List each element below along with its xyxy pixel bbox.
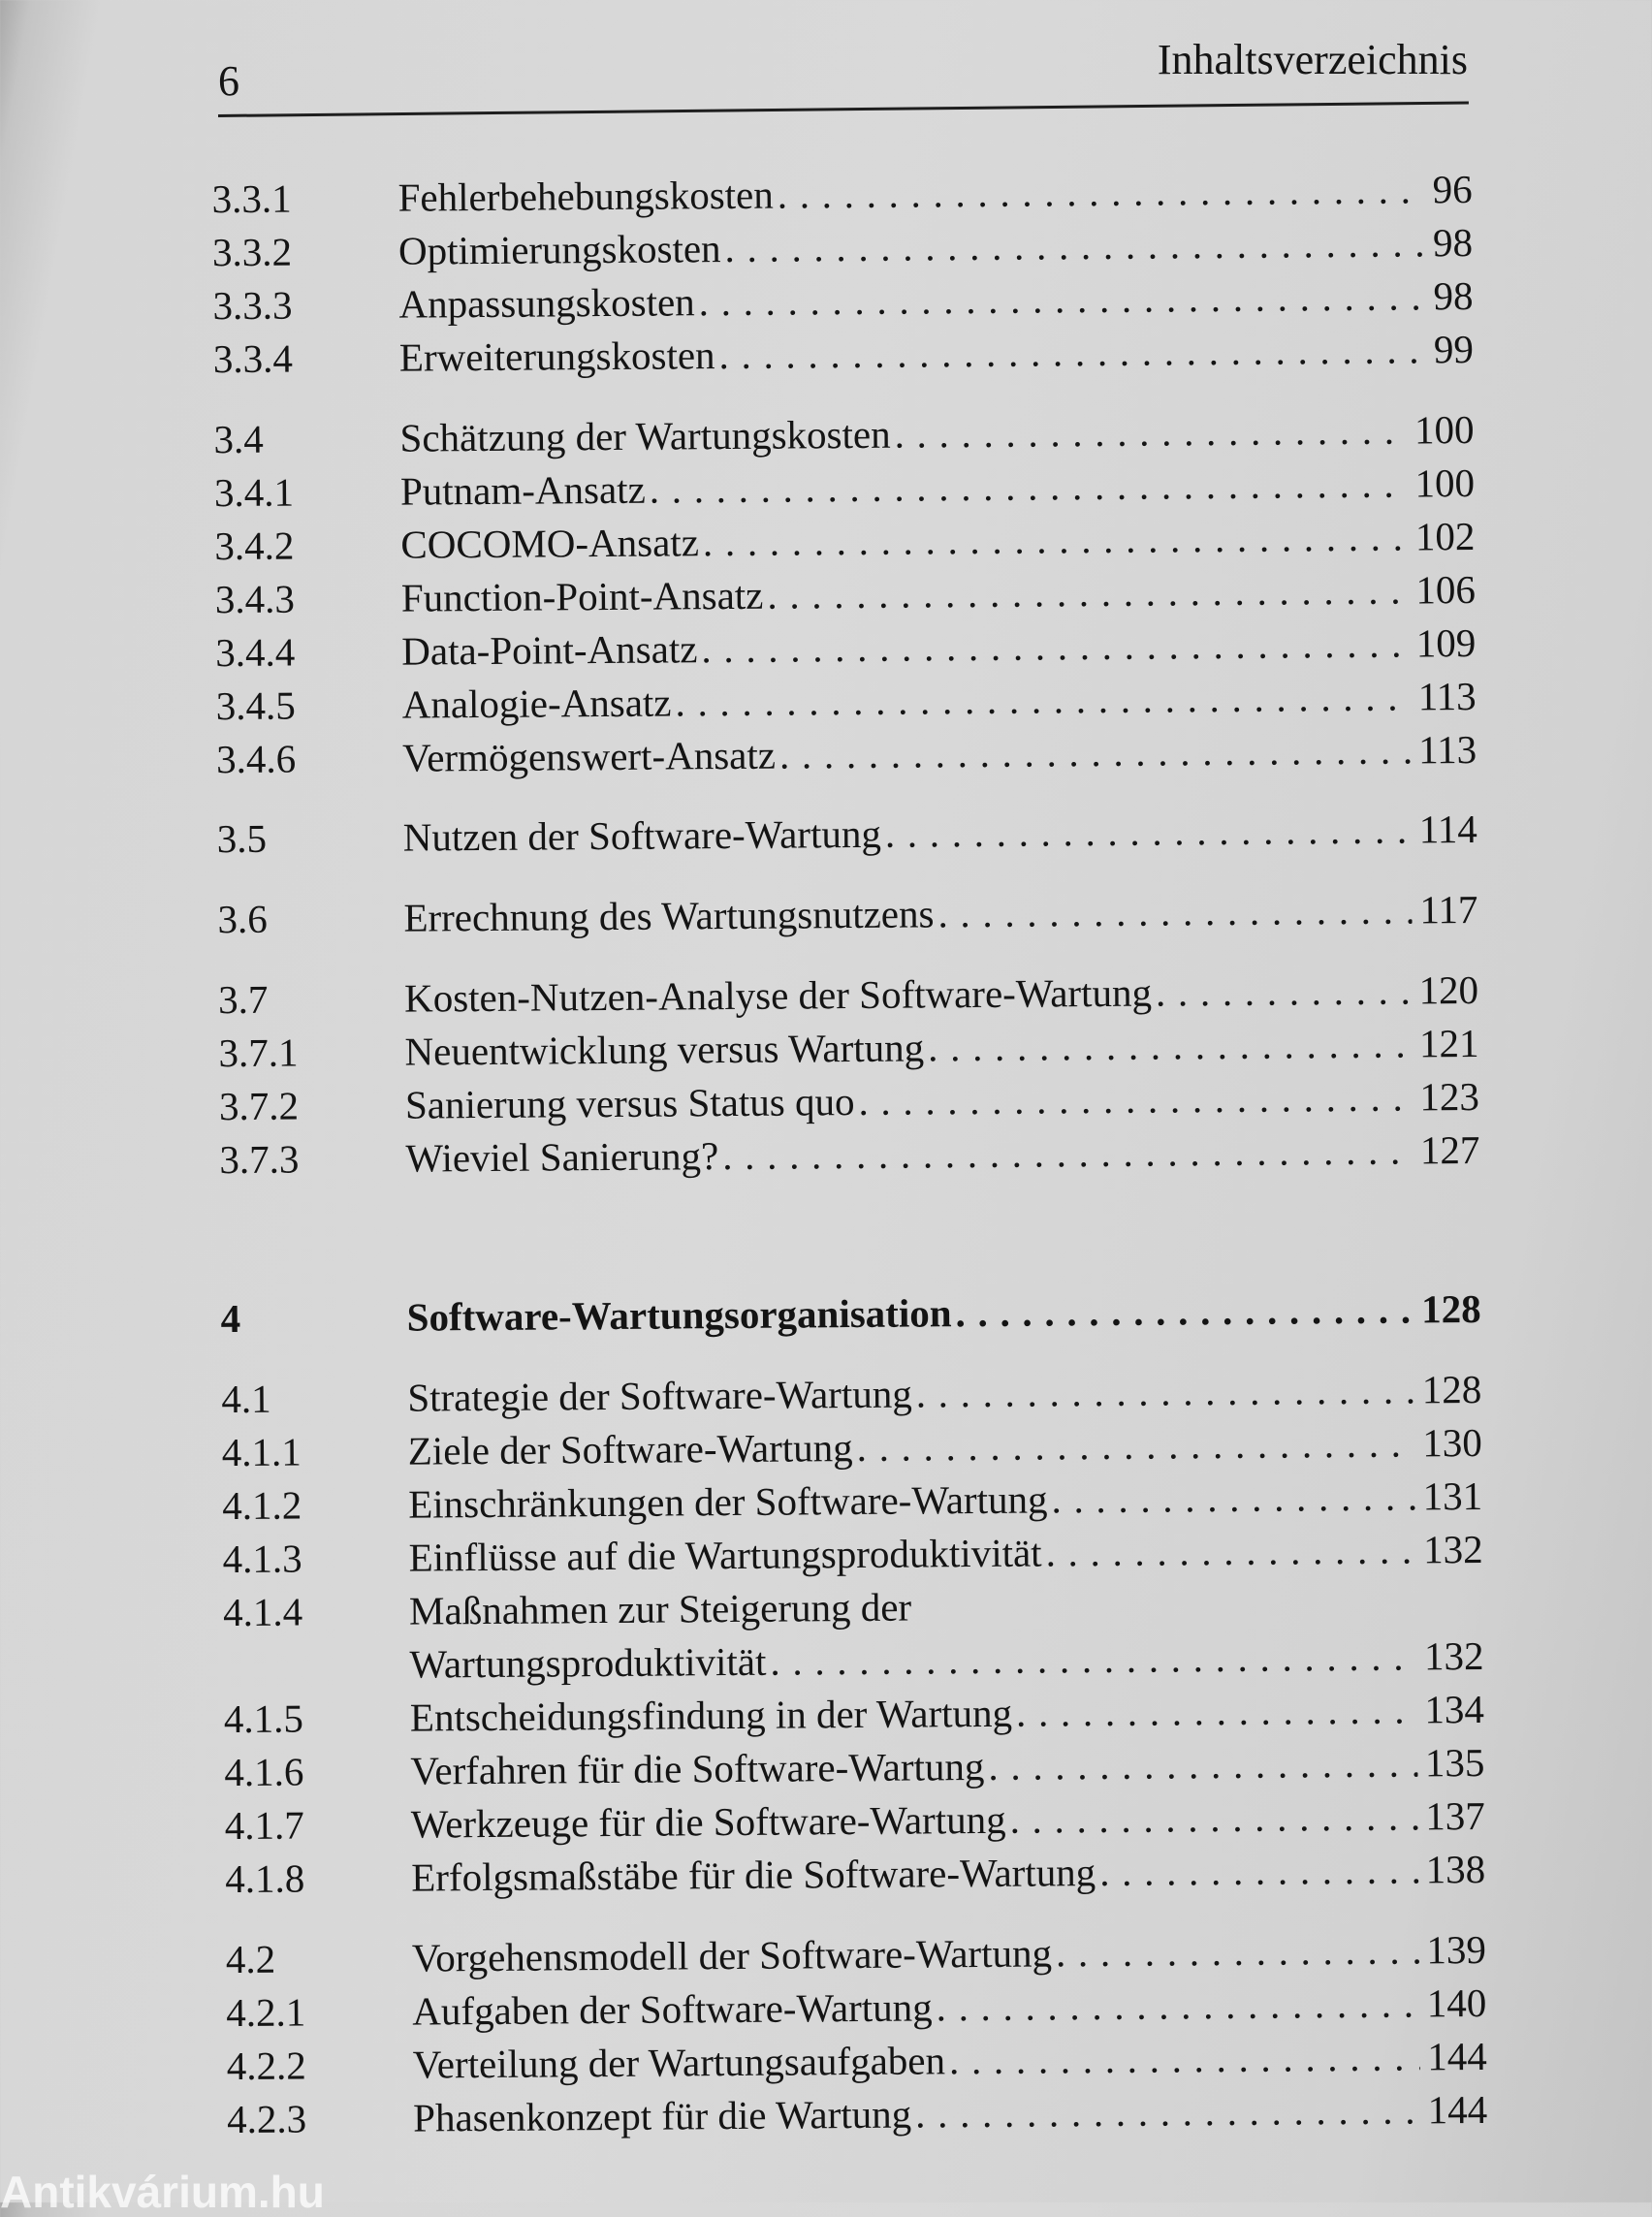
- toc-entry-page: 123: [1419, 1073, 1480, 1120]
- toc-entry: [212, 218, 1473, 276]
- toc-entry-page: 113: [1417, 673, 1477, 719]
- toc-entry: [211, 165, 1472, 223]
- toc-entry: [227, 2085, 1487, 2143]
- toc-entry-number: 3.3.4: [212, 335, 294, 382]
- toc-entry-number: 4.2: [225, 1936, 276, 1982]
- leader-dots: [858, 1072, 1412, 1124]
- toc-entry-number: 3.4.4: [215, 629, 296, 676]
- leader-dots: [885, 805, 1412, 857]
- toc-entry-page: 135: [1424, 1739, 1485, 1786]
- toc-entry-title: Analogie-Ansatz: [401, 680, 672, 727]
- leader-dots: [937, 885, 1412, 937]
- leader-dots: [936, 1979, 1419, 2031]
- toc-entry-number: 4.2.3: [227, 2096, 307, 2142]
- toc-entry-title: Data-Point-Ansatz: [401, 626, 698, 674]
- toc-entry: [218, 966, 1478, 1024]
- toc-entry: [222, 1418, 1482, 1476]
- toc-entry-number: 3.7.2: [218, 1083, 300, 1129]
- leader-dots: [701, 619, 1409, 674]
- toc-entry: [224, 1685, 1484, 1743]
- toc-entry-number: 3.7: [217, 976, 269, 1023]
- leader-dots: [770, 1631, 1416, 1685]
- toc-entry: [227, 2032, 1487, 2090]
- leader-dots: [724, 218, 1425, 272]
- toc-entry-page: 131: [1422, 1473, 1483, 1519]
- toc-entry: [222, 1472, 1482, 1530]
- toc-entry-number: 3.4.3: [214, 576, 296, 622]
- toc-entry-number: 3.5: [216, 815, 268, 862]
- leader-dots: [988, 1738, 1417, 1789]
- leader-dots: [1056, 1925, 1419, 1977]
- leader-dots: [675, 672, 1411, 726]
- toc-entry: [222, 1525, 1482, 1583]
- toc-entry-page: 113: [1417, 726, 1477, 773]
- toc-entry-number: 4.1.6: [224, 1749, 304, 1795]
- toc-entry-page: 128: [1420, 1285, 1481, 1332]
- toc-entry-title: Errechnung des Wartungsnutzens: [403, 891, 935, 940]
- toc-entry-title: Phasenkonzept für die Wartung: [413, 2091, 912, 2140]
- toc-entry-number: 3.3.3: [212, 282, 293, 329]
- toc-entry: [219, 1125, 1479, 1184]
- toc-entry-title: Schätzung der Wartungskosten: [399, 411, 891, 460]
- toc-entry: [214, 459, 1475, 517]
- toc-entry-title: Verfahren für die Software-Wartung: [410, 1743, 985, 1793]
- toc-entry: [226, 1925, 1486, 1983]
- toc-entry-number: 4.1.1: [221, 1429, 302, 1475]
- toc-entry-page: 98: [1432, 219, 1474, 266]
- toc-entry-title: Fehlerbehebungskosten: [397, 172, 774, 220]
- leader-dots: [1156, 966, 1412, 1016]
- toc-entry-number: 3.3.2: [211, 229, 293, 275]
- toc-entry-title: Function-Point-Ansatz: [400, 572, 764, 620]
- toc-entry: [212, 271, 1473, 330]
- toc-entry-number: 4.2.2: [226, 2043, 306, 2089]
- toc-entry-number: 3.4.1: [213, 469, 295, 516]
- leader-dots: [1051, 1472, 1415, 1523]
- toc-entry-number: 4.1: [221, 1376, 271, 1422]
- toc-entry-title: Ziele der Software-Wartung: [407, 1425, 853, 1473]
- leader-dots: [703, 513, 1408, 567]
- leader-dots: [915, 2085, 1420, 2138]
- toc-entry: [213, 325, 1474, 383]
- toc-entry-title: Sanierung versus Status quo: [404, 1079, 855, 1127]
- toc-entry-title: Neuentwicklung versus Wartung: [404, 1025, 925, 1074]
- leader-dots: [778, 165, 1425, 218]
- toc-entry-page: 120: [1418, 966, 1479, 1013]
- leader-dots: [718, 325, 1426, 379]
- toc-entry-title: Vermögenswert-Ansatz: [401, 732, 777, 780]
- leader-dots: [928, 1019, 1412, 1071]
- toc-entry-number: 4.1.2: [222, 1482, 302, 1529]
- toc-entry-title: Software-Wartungsorganisation: [406, 1290, 952, 1340]
- toc-entry-title: Putnam-Ansatz: [399, 466, 646, 514]
- leader-dots: [1016, 1685, 1417, 1736]
- toc-entry: [217, 885, 1477, 943]
- toc-entry-number: 3.4.5: [215, 682, 296, 729]
- leader-dots: [949, 2032, 1420, 2084]
- toc-entry: [215, 618, 1476, 677]
- toc-entry-page: 130: [1422, 1419, 1482, 1466]
- toc-entry: [213, 405, 1474, 463]
- toc-entry-title: Werkzeuge für die Software-Wartung: [410, 1796, 1006, 1847]
- toc-entry: [225, 1791, 1485, 1850]
- leader-dots: [767, 566, 1408, 619]
- toc-entry: [224, 1738, 1484, 1796]
- toc-entry-page: 139: [1426, 1926, 1487, 1973]
- leader-dots: [894, 406, 1407, 459]
- toc-entry-page: 117: [1419, 886, 1478, 933]
- toc-entry-title: Einschränkungen der Software-Wartung: [408, 1476, 1048, 1527]
- toc-entry: [226, 1979, 1486, 2037]
- toc-entry-title: Anpassungskosten: [398, 279, 695, 327]
- toc-entry-page: 121: [1418, 1020, 1479, 1066]
- toc-entry-title-continued: Wartungsproduktivität: [409, 1638, 767, 1687]
- toc-entry-page: 134: [1424, 1686, 1485, 1732]
- toc-entry-page: 127: [1419, 1126, 1480, 1173]
- toc-entry-title: Kosten-Nutzen-Analyse der Software-Wartung: [403, 969, 1153, 1021]
- toc-entry-number: 3.7.1: [218, 1029, 299, 1076]
- toc-entry-page: 109: [1415, 619, 1477, 666]
- leader-dots: [916, 1365, 1414, 1417]
- toc-entry-number: 4: [220, 1295, 241, 1342]
- page-number: 6: [218, 57, 239, 105]
- toc-entry: [221, 1365, 1481, 1423]
- toc-entry-number: 4.1.5: [223, 1695, 304, 1742]
- leader-dots: [722, 1125, 1413, 1180]
- toc-entry-title: Wieviel Sanierung?: [405, 1133, 719, 1181]
- running-head-title: Inhaltsverzeichnis: [1157, 36, 1468, 83]
- toc-entry-number: 4.1.4: [222, 1589, 303, 1635]
- toc-entry-number: 3.6: [217, 896, 268, 942]
- toc-entry-title: Einflüsse auf die Wartungsproduktivität: [408, 1530, 1042, 1580]
- toc-entry-title: Maßnahmen zur Steigerung der: [408, 1584, 912, 1633]
- toc-entry-page: 132: [1422, 1526, 1483, 1572]
- toc-entry-title: Erfolgsmaßstäbe für die Software-Wartung: [411, 1850, 1096, 1900]
- toc-entry-number: 4.2.1: [226, 1989, 306, 2036]
- toc-entry-page: 140: [1426, 1979, 1487, 2026]
- toc-entry-number: 4.1.8: [225, 1855, 305, 1902]
- leader-dots: [856, 1418, 1414, 1472]
- toc-entry-number: 3.4.6: [215, 736, 297, 782]
- toc-entry-title: Verteilung der Wartungsaufgaben: [412, 2038, 946, 2087]
- toc-entry-number: 3.7.3: [219, 1136, 300, 1183]
- toc-entry-page: 132: [1423, 1632, 1484, 1679]
- leader-dots: [1009, 1791, 1417, 1843]
- toc-entry-page: 96: [1432, 166, 1473, 212]
- toc-entry: [217, 805, 1477, 863]
- toc-entry: [218, 1019, 1478, 1077]
- leader-dots: [1099, 1845, 1418, 1896]
- toc-chapter-entry: [221, 1284, 1481, 1343]
- watermark: Antikvárium.hu: [0, 2167, 325, 2217]
- leader-dots: [779, 725, 1412, 778]
- toc-entry-title: Optimierungskosten: [397, 226, 721, 273]
- toc-entry-number: 3.4.2: [214, 523, 295, 569]
- toc-entry-continuation: [223, 1631, 1483, 1690]
- leader-dots: [1045, 1525, 1415, 1576]
- toc-entry: [223, 1578, 1483, 1636]
- toc-entry-page: 114: [1418, 806, 1477, 852]
- toc-entry-title: Erweiterungskosten: [398, 333, 715, 380]
- toc-entry-page: 98: [1433, 272, 1474, 319]
- toc-entry-page: 99: [1433, 326, 1475, 372]
- toc-entry-title: Aufgaben der Software-Wartung: [412, 1984, 933, 2034]
- toc-entry-page: 144: [1427, 2033, 1487, 2079]
- toc-entry: [216, 672, 1477, 730]
- toc-entry-number: 3.3.1: [211, 175, 292, 222]
- toc-entry-page: 100: [1414, 459, 1476, 506]
- toc-entry-title: Strategie der Software-Wartung: [407, 1371, 912, 1420]
- toc-entry-page: 137: [1425, 1792, 1485, 1839]
- toc-entry-page: 144: [1427, 2086, 1488, 2133]
- toc-entry-number: 3.4: [213, 416, 265, 462]
- toc-entry-page: 128: [1421, 1366, 1482, 1412]
- toc-entry-page: 138: [1425, 1846, 1486, 1892]
- toc-entry-title: Entscheidungsfindung in der Wartung: [409, 1690, 1013, 1740]
- toc-entry-title: COCOMO-Ansatz: [400, 520, 700, 567]
- leader-dots: [955, 1284, 1414, 1337]
- toc-entry: [216, 725, 1477, 783]
- toc-entry: [219, 1072, 1479, 1130]
- toc-entry-title: Vorgehensmodell der Software-Wartung: [411, 1930, 1053, 1980]
- leader-dots: [650, 459, 1408, 514]
- toc-entry: [214, 512, 1475, 570]
- toc-entry-page: 106: [1415, 566, 1477, 613]
- toc-entry: [225, 1845, 1485, 1903]
- toc-entry-page: 102: [1414, 513, 1476, 559]
- leader-dots: [698, 271, 1425, 326]
- toc-entry-title: Nutzen der Software-Wartung: [402, 810, 882, 860]
- toc-entry-number: 4.1.3: [222, 1536, 302, 1582]
- toc-entry-number: 4.1.7: [224, 1802, 304, 1849]
- toc-entry-page: 100: [1414, 406, 1475, 453]
- toc-entry: [215, 565, 1476, 623]
